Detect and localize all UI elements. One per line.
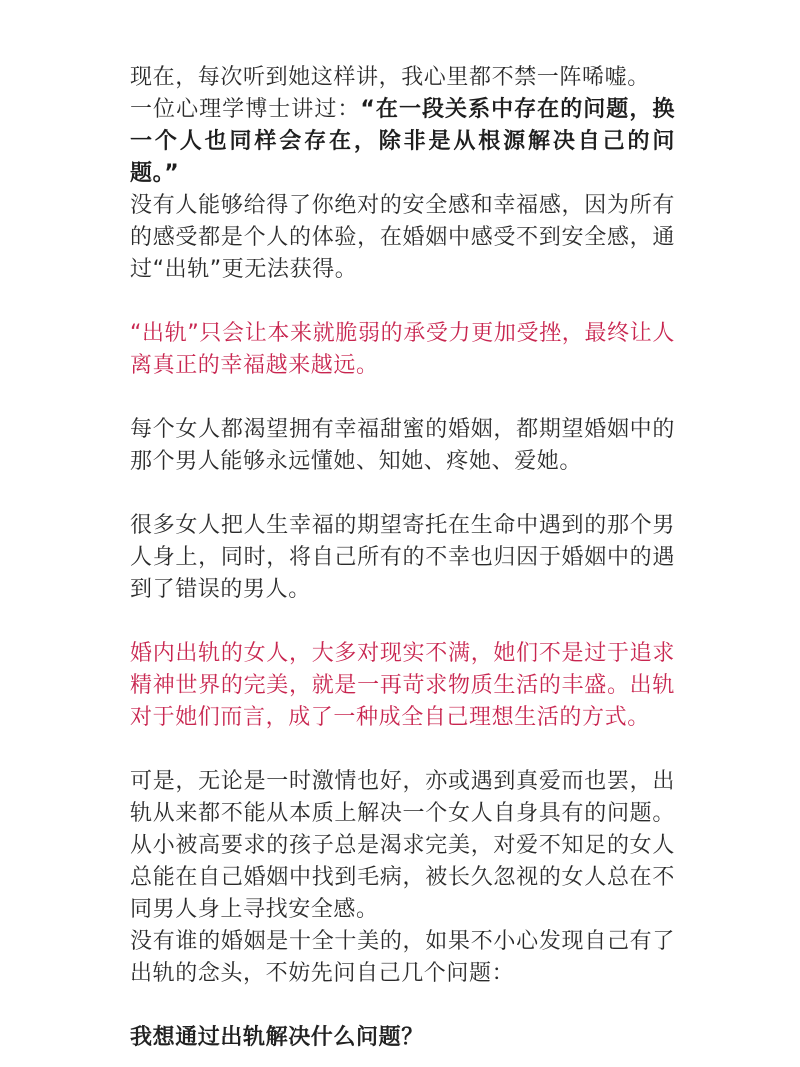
paragraph-security: 没有人能够给得了你绝对的安全感和幸福感，因为所有的感受都是个人的体验，在婚姻中感受不到安全感，通过“出轨”更无法获得。: [130, 193, 675, 282]
paragraph-expectation: 很多女人把人生幸福的期望寄托在生命中遇到的那个男人身上，同时，将自己所有的不幸也归因于婚姻中的遇到了错误的男人。: [130, 513, 675, 602]
spacer: [130, 382, 675, 414]
quote-lead: 一位心理学博士讲过：: [130, 97, 361, 122]
paragraph-desire: 每个女人都渴望拥有幸福甜蜜的婚姻，都期望婚姻中的那个男人能够永远懂她、知她、疼她、爱她。: [130, 417, 675, 474]
highlight-paragraph-2: 婚内出轨的女人，大多对现实不满，她们不是过于追求精神世界的完美，就是一再苛求物质生活的丰盛。出轨对于她们而言，成了一种成全自己理想生活的方式。: [130, 641, 675, 730]
paragraph-intro: 现在，每次听到她这样讲，我心里都不禁一阵唏嘘。: [130, 65, 650, 90]
paragraph-problem: 可是，无论是一时激情也好，亦或遇到真爱而也罢，出轨从来都不能从本质上解决一个女人自身具有的问题。从小被高要求的孩子总是渴求完美，对爱不知足的女人总能在自己婚姻中找到毛病，被长久忽视的女人总在不同男人身上寻找安全感。: [130, 769, 675, 922]
article-body: [130, 62, 675, 1054]
quote-text: “在一段关系中存在的问题，换一个人也同样会存在，除非是从根源解决自己的问题。”: [130, 97, 675, 186]
spacer: [130, 478, 675, 510]
spacer: [130, 606, 675, 638]
paragraph-questions-intro: 没有谁的婚姻是十全十美的，如果不小心发现自己有了出轨的念头，不妨先问自己几个问题：: [130, 929, 675, 986]
highlight-paragraph-1: “出轨”只会让本来就脆弱的承受力更加受挫，最终让人离真正的幸福越来越远。: [130, 321, 675, 378]
spacer: [130, 286, 675, 318]
question-heading: 我想通过出轨解决什么问题？: [130, 1025, 424, 1050]
spacer: [130, 734, 675, 766]
spacer: [130, 990, 675, 1022]
paragraph-quote: [130, 94, 675, 190]
